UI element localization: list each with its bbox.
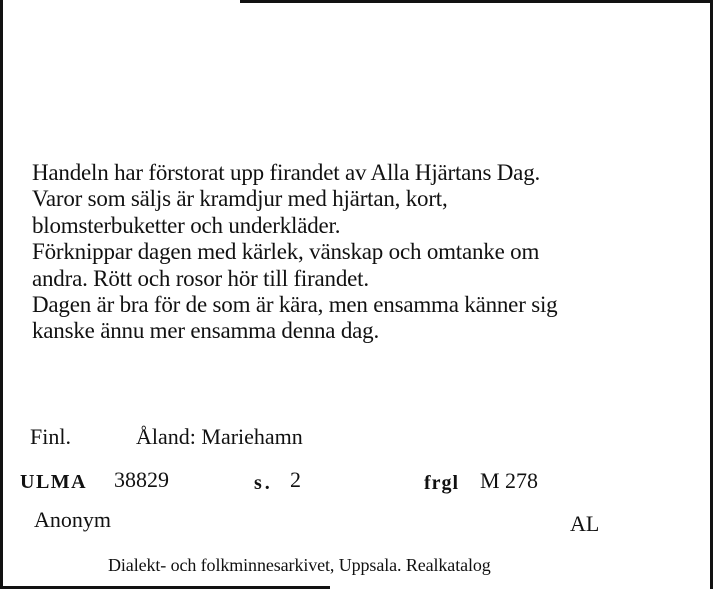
card-edge-top	[240, 0, 713, 3]
card-body-text	[32, 160, 692, 345]
author-name: Anonym	[34, 507, 111, 532]
body-line: Dagen är bra för de som är kära, men ensamma känner sig	[32, 292, 558, 318]
body-line: andra. Rött och rosor hör till firandet.	[32, 265, 369, 291]
body-line: Förknippar dagen med kärlek, vänskap och omtanke om	[32, 239, 540, 265]
body-line: blomsterbuketter och underkläder.	[32, 212, 341, 238]
frgl-label: frgl	[424, 472, 460, 494]
page-number: 2	[290, 467, 301, 492]
body-line: Varor som säljs är kramdjur med hjärtan, kort,	[32, 186, 448, 212]
recorder-initials: AL	[570, 511, 600, 536]
archive-footer: Dialekt- och folkminnesarkivet, Uppsala. Realkatalog	[108, 555, 491, 575]
location-country: Finl.	[30, 424, 71, 449]
body-line: kanske ännu mer ensamma denna dag.	[32, 318, 380, 344]
card-edge-left	[0, 0, 3, 589]
location-place: Åland: Mariehamn	[136, 424, 303, 449]
ulma-label: ULMA	[20, 471, 88, 493]
frgl-number: M 278	[480, 468, 539, 493]
page-label: s.	[254, 472, 273, 494]
ulma-number: 38829	[114, 467, 169, 492]
body-line: Handeln har förstorat upp firandet av Alla Hjärtans Dag.	[32, 160, 541, 185]
